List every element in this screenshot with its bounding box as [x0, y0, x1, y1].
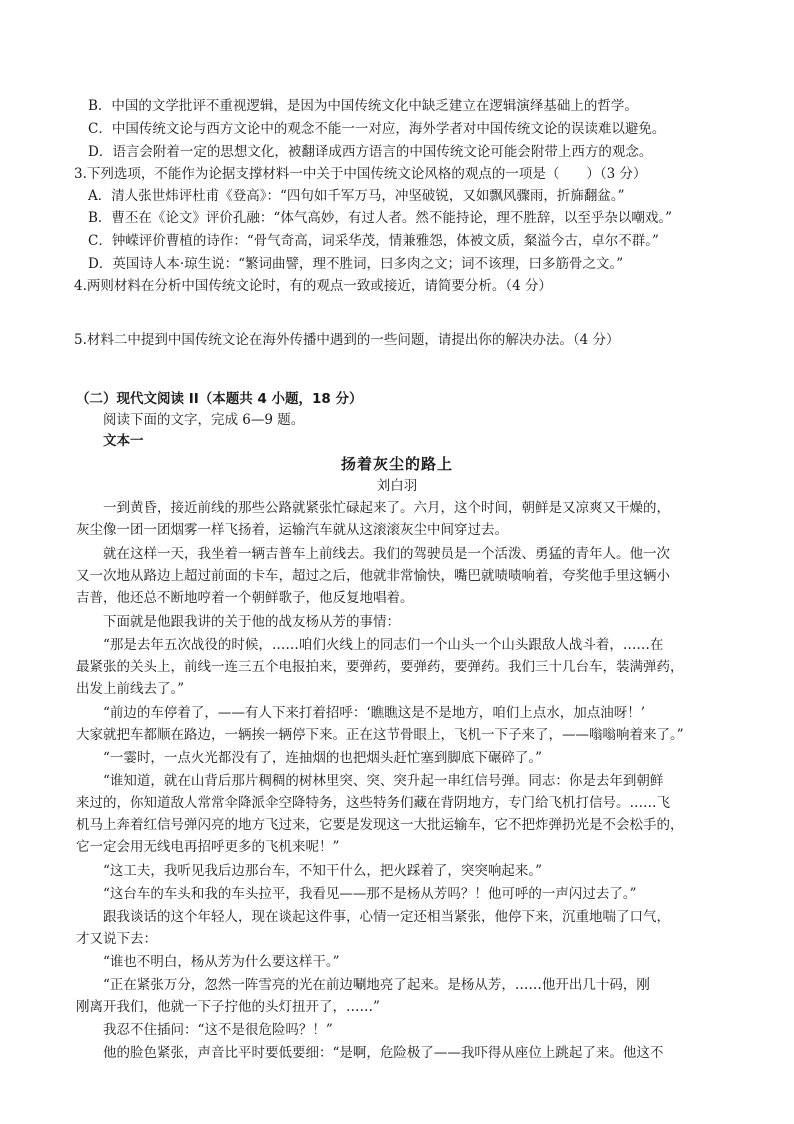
section-2-heading: （二）现代文阅读 II（本题共 4 小题，18 分）: [76, 391, 363, 407]
story-line: 吉普，他还总不断地哼着一个朝鲜歌子，他反复地唱着。: [76, 590, 414, 606]
story-line: 才又说下去：: [76, 931, 157, 947]
story-line: 灰尘像一团一团烟雾一样飞扬着，运输汽车就从这滚滚灰尘中间穿过去。: [76, 522, 508, 538]
story-line: 刚离开我们，他就一下子拧他的头灯扭开了，……”: [76, 999, 380, 1015]
story-line: “那是去年五次战役的时候，……咱们火线上的同志们一个山头一个山头跟敌人战斗着，……在: [103, 637, 664, 653]
story-line: 就在这样一天，我坐着一辆吉普车上前线去。我们的驾驶员是一个活泼、勇猛的青年人。他一次: [103, 546, 670, 562]
story-line: 出发上前线去了。”: [76, 681, 185, 697]
story-line: “这台车的车头和我的车头拉平，我看见——那不是杨从芳吗？！他可呼的一声闪过去了。”: [103, 886, 637, 902]
story-line: “正在紧张万分，忽然一阵雪亮的光在前边唰地亮了起来。是杨从芳，……他开出几十码，刚: [103, 977, 650, 993]
text-one-label: 文本一: [103, 433, 144, 449]
story-line: “谁也不明白，杨从芳为什么要这样干。”: [103, 954, 340, 970]
story-line: “前边的车停着了，——有人下来打着招呼：‘瞧瞧这是不是地方，咱们上点水，加点油呀！’: [103, 705, 645, 721]
story-title: 扬着灰尘的路上: [340, 455, 453, 473]
story-line: 下面就是他跟我讲的关于他的战友杨从芳的事情：: [103, 614, 400, 630]
story-line: 来过的，你知道敌人常常伞降派伞空降特务，这些特务们藏在背阴地方，专门给飞机打信号。……飞: [76, 795, 670, 811]
question-5: 5.材料二中提到中国传统文论在海外传播中遇到的一些问题，请提出你的解决办法。（4 分）: [74, 332, 620, 348]
story-line: 他的脸色紧张，声音比平时要低要细：“是啊，危险极了——我吓得从座位上跳起了来。他这不: [103, 1045, 664, 1061]
question-3-option-d: D．英国诗人本·琼生说：“繁词曲譬，理不胜词，曰多肉之文；词不该理，曰多筋骨之文。”: [88, 256, 624, 272]
story-line: “谁知道，就在山背后那片稠稠的树林里突、突、突升起一串红信号弹。同志：你是去年到朝鲜: [103, 773, 664, 789]
story-line: 最紧张的关头上，前线一连三五个电报拍来，要弹药，要弹药，要弹药。我们三十几台车，装满弹药，: [76, 659, 684, 675]
story-line: 它一定会用无线电再招呼更多的飞机来呢！”: [76, 839, 340, 855]
story-line: 又一次地从路边上超过前面的卡车，超过之后，他就非常愉快，嘴巴就啧啧响着，夸奖他手里这辆小: [76, 568, 670, 584]
option-d: D．语言会附着一定的思想文化，被翻译成西方语言的中国传统文论可能会附带上西方的观念。: [88, 144, 653, 160]
question-3-option-c: C．钟嵘评价曹植的诗作：“骨气奇高，词采华茂，情兼雅怨，体被文质，粲溢今古，卓尔不群。”: [88, 233, 659, 249]
story-line: 一到黄昏，接近前线的那些公路就紧张忙碌起来了。六月，这个时间，朝鲜是又凉爽又干燥的，: [103, 500, 670, 516]
option-c: C．中国传统文论与西方文论中的观念不能一一对应，海外学者对中国传统文论的误读难以避免。: [88, 121, 666, 137]
section-2-instruction: 阅读下面的文字，完成 6—9 题。: [103, 412, 305, 428]
story-line: “这工夫，我听见我后边那台车，不知干什么，把火踩着了，突突响起来。”: [103, 863, 543, 879]
question-3-option-a: A．清人张世炜评杜甫《登高》：“四句如千军万马，冲坚破锐，又如飘风骤雨，折旆翻盆。”: [88, 188, 625, 204]
story-author: 刘白羽: [376, 478, 418, 494]
question-3-option-b: B．曹丕在《论文》评价孔融：“体气高妙，有过人者。然不能持论，理不胜辞，以至乎杂以嘲戏。”: [88, 210, 672, 226]
option-b: B．中国的文学批评不重视逻辑，是因为中国传统文化中缺乏建立在逻辑演绎基础上的哲学。: [88, 98, 638, 114]
story-line: 大家就把车都顺在路边，一辆挨一辆停下来。正在这节骨眼上，飞机一下子来了，——嗡嗡响着来了。”: [76, 727, 684, 743]
story-line: 跟我谈话的这个年轻人，现在谈起这件事，心情一定还相当紧张，他停下来，沉重地喘了口气，: [103, 909, 670, 925]
story-line: 我忍不住插问：“这不是很危险吗？！”: [103, 1022, 333, 1038]
story-line: 机马上奔着红信号弹闪亮的地方飞过来，它要是发现这一大批运输车，它不把炸弹扔光是不会松手的，: [76, 817, 684, 833]
question-3-stem: 3.下列选项，不能作为论据支撑材料一中关于中国传统文论风格的观点的一项是（ ）（3 分）: [74, 166, 647, 182]
story-line: “一霎时，一点火光都没有了，连抽烟的也把烟头赶忙塞到脚底下碾碎了。”: [103, 750, 543, 766]
question-4: 4.两则材料在分析中国传统文论时，有的观点一致或接近，请简要分析。（4 分）: [74, 278, 553, 294]
